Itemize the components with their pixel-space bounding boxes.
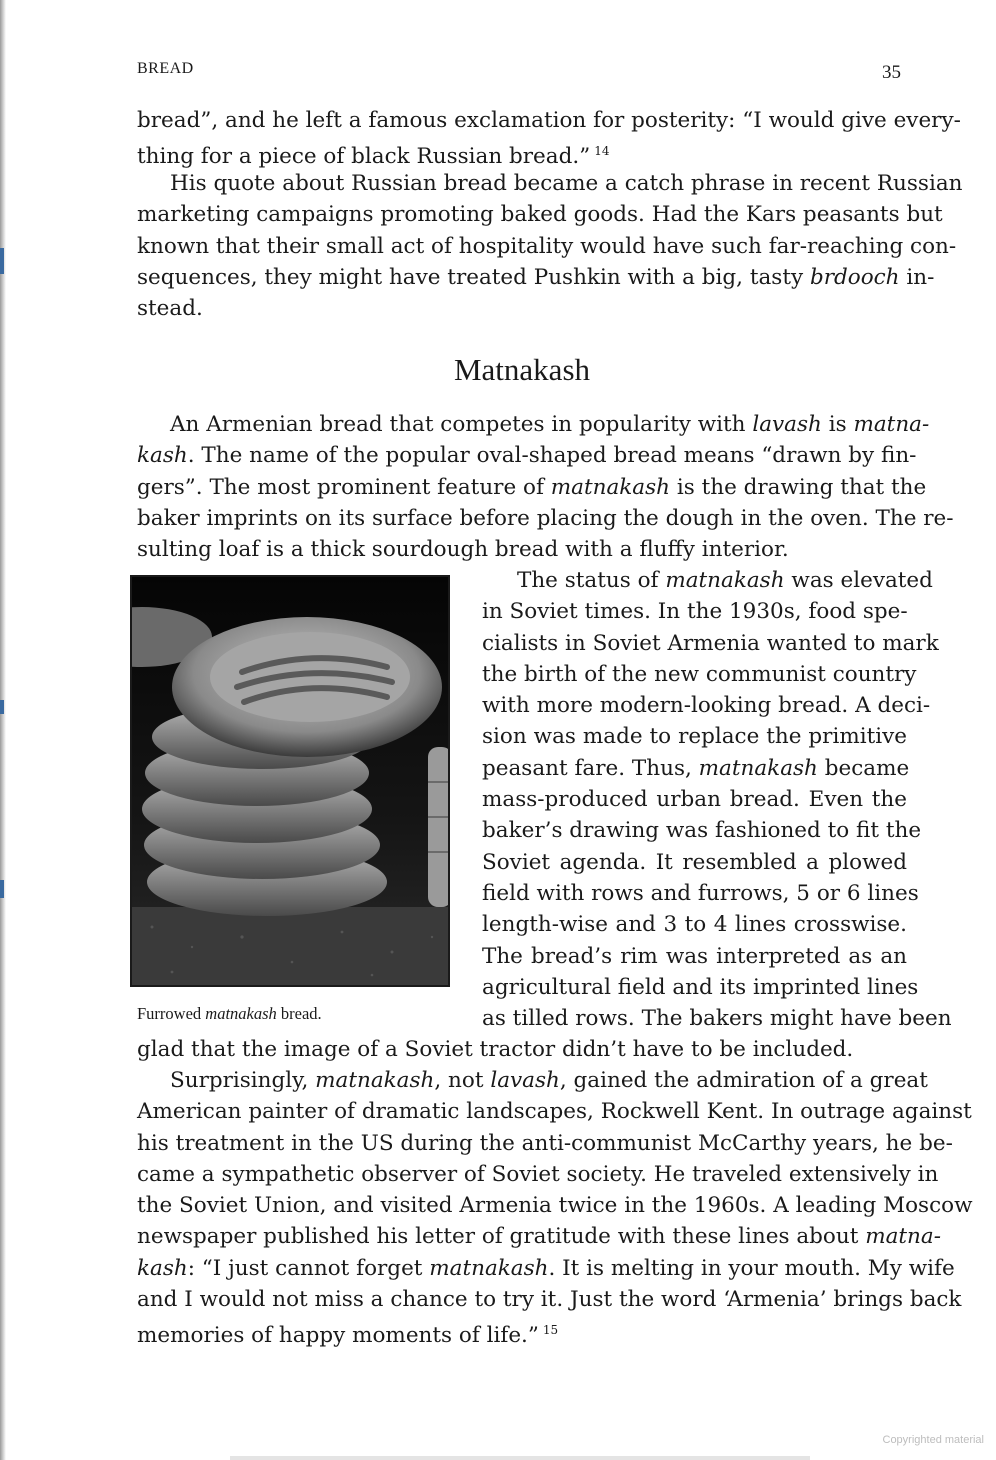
text-line: gers”. The most prominent feature of matnakash is the drawing that the: [137, 474, 927, 500]
section-title: Matnakash: [453, 352, 591, 387]
text-line: An Armenian bread that competes in popularity with lavash is matna-: [170, 412, 930, 437]
text-line: with more modern-looking bread. A deci-: [482, 693, 931, 719]
text-line: newspaper published his letter of gratitude with these lines about matna-: [137, 1224, 941, 1250]
text-line: memories of happy moments of life.” $^{15}$: [137, 1323, 559, 1349]
text-line: His quote about Russian bread became a catch phrase in recent Russian: [170, 171, 963, 196]
paragraph-4: [482, 565, 952, 1034]
text-line: Surprisingly, matnakash, not lavash, gained the admiration of a great: [170, 1068, 928, 1093]
paragraph-2: [137, 168, 963, 324]
footnote-ref[interactable]: 14: [594, 144, 610, 159]
page-edge: [0, 0, 6, 1460]
text-line: came a sympathetic observer of Soviet society. He traveled extensively in: [137, 1161, 939, 1187]
text-line: sequences, they might have treated Pushkin with a big, tasty brdooch in-: [137, 264, 935, 290]
bottom-scroll-indicator: [230, 1456, 810, 1460]
text-line: kash. The name of the popular oval-shaped bread means “drawn by fin-: [137, 443, 917, 469]
text-line: the birth of the new communist country: [482, 661, 917, 687]
figure-caption: Furrowed matnakash bread.: [137, 1004, 322, 1023]
copyright-watermark: Copyrighted material: [882, 1434, 984, 1446]
paragraph-3: [137, 409, 954, 565]
text-line: and I would not miss a chance to try it. Just the word ‘Armenia’ brings back: [137, 1287, 962, 1313]
page-number: 35: [882, 62, 901, 83]
paragraph-1: [137, 105, 961, 173]
text-line: baker’s drawing was fashioned to fit the: [482, 818, 922, 844]
text-line: known that their small act of hospitality would have such far-reaching con-: [137, 233, 957, 259]
footnote-ref[interactable]: 15: [542, 1323, 559, 1338]
text-line: Soviet agenda. It resembled a plowed: [482, 849, 907, 875]
text-line: stead.: [137, 296, 203, 322]
text-line: his treatment in the US during the anti-communist McCarthy years, he be-: [137, 1130, 953, 1156]
text-line: agricultural field and its imprinted lines: [482, 974, 919, 1000]
text-line: mass-produced urban bread. Even the: [482, 787, 907, 813]
text-line: baker imprints on its surface before placing the dough in the oven. The re-: [137, 505, 954, 531]
text-line: kash: “I just cannot forget matnakash. It is melting in your mouth. My wife: [137, 1255, 955, 1281]
paragraph-5: [137, 1065, 973, 1352]
text-line: glad that the image of a Soviet tractor didn’t have to be included.: [137, 1037, 854, 1062]
text-line: The status of matnakash was elevated: [517, 568, 933, 593]
text-line: The bread’s rim was interpreted as an: [482, 943, 907, 969]
text-line: sulting loaf is a thick sourdough bread with a fluffy interior.: [137, 537, 789, 563]
matnakash-photo: [130, 575, 450, 987]
text-line: length-wise and 3 to 4 lines crosswise.: [482, 912, 907, 938]
running-head: BREAD: [137, 60, 194, 77]
text-line: thing for a piece of black Russian bread.” $^{14}$: [137, 144, 610, 170]
text-line: the Soviet Union, and visited Armenia twice in the 1960s. A leading Moscow: [137, 1193, 973, 1219]
text-line: marketing campaigns promoting baked goods. Had the Kars peasants but: [137, 202, 943, 228]
text-line: field with rows and furrows, 5 or 6 lines: [482, 880, 919, 906]
text-line: cialists in Soviet Armenia wanted to mark: [482, 630, 939, 656]
bread-illustration: [132, 577, 448, 985]
text-line: American painter of dramatic landscapes, Rockwell Kent. In outrage against: [137, 1099, 972, 1125]
text-line: peasant fare. Thus, matnakash became: [482, 755, 910, 781]
text-line: in Soviet times. In the 1930s, food spe-: [482, 599, 908, 625]
text-line: bread”, and he left a famous exclamation for posterity: “I would give every-: [137, 108, 961, 133]
text-line: sion was made to replace the primitive: [482, 724, 907, 750]
text-line: as tilled rows. The bakers might have been: [482, 1006, 952, 1032]
